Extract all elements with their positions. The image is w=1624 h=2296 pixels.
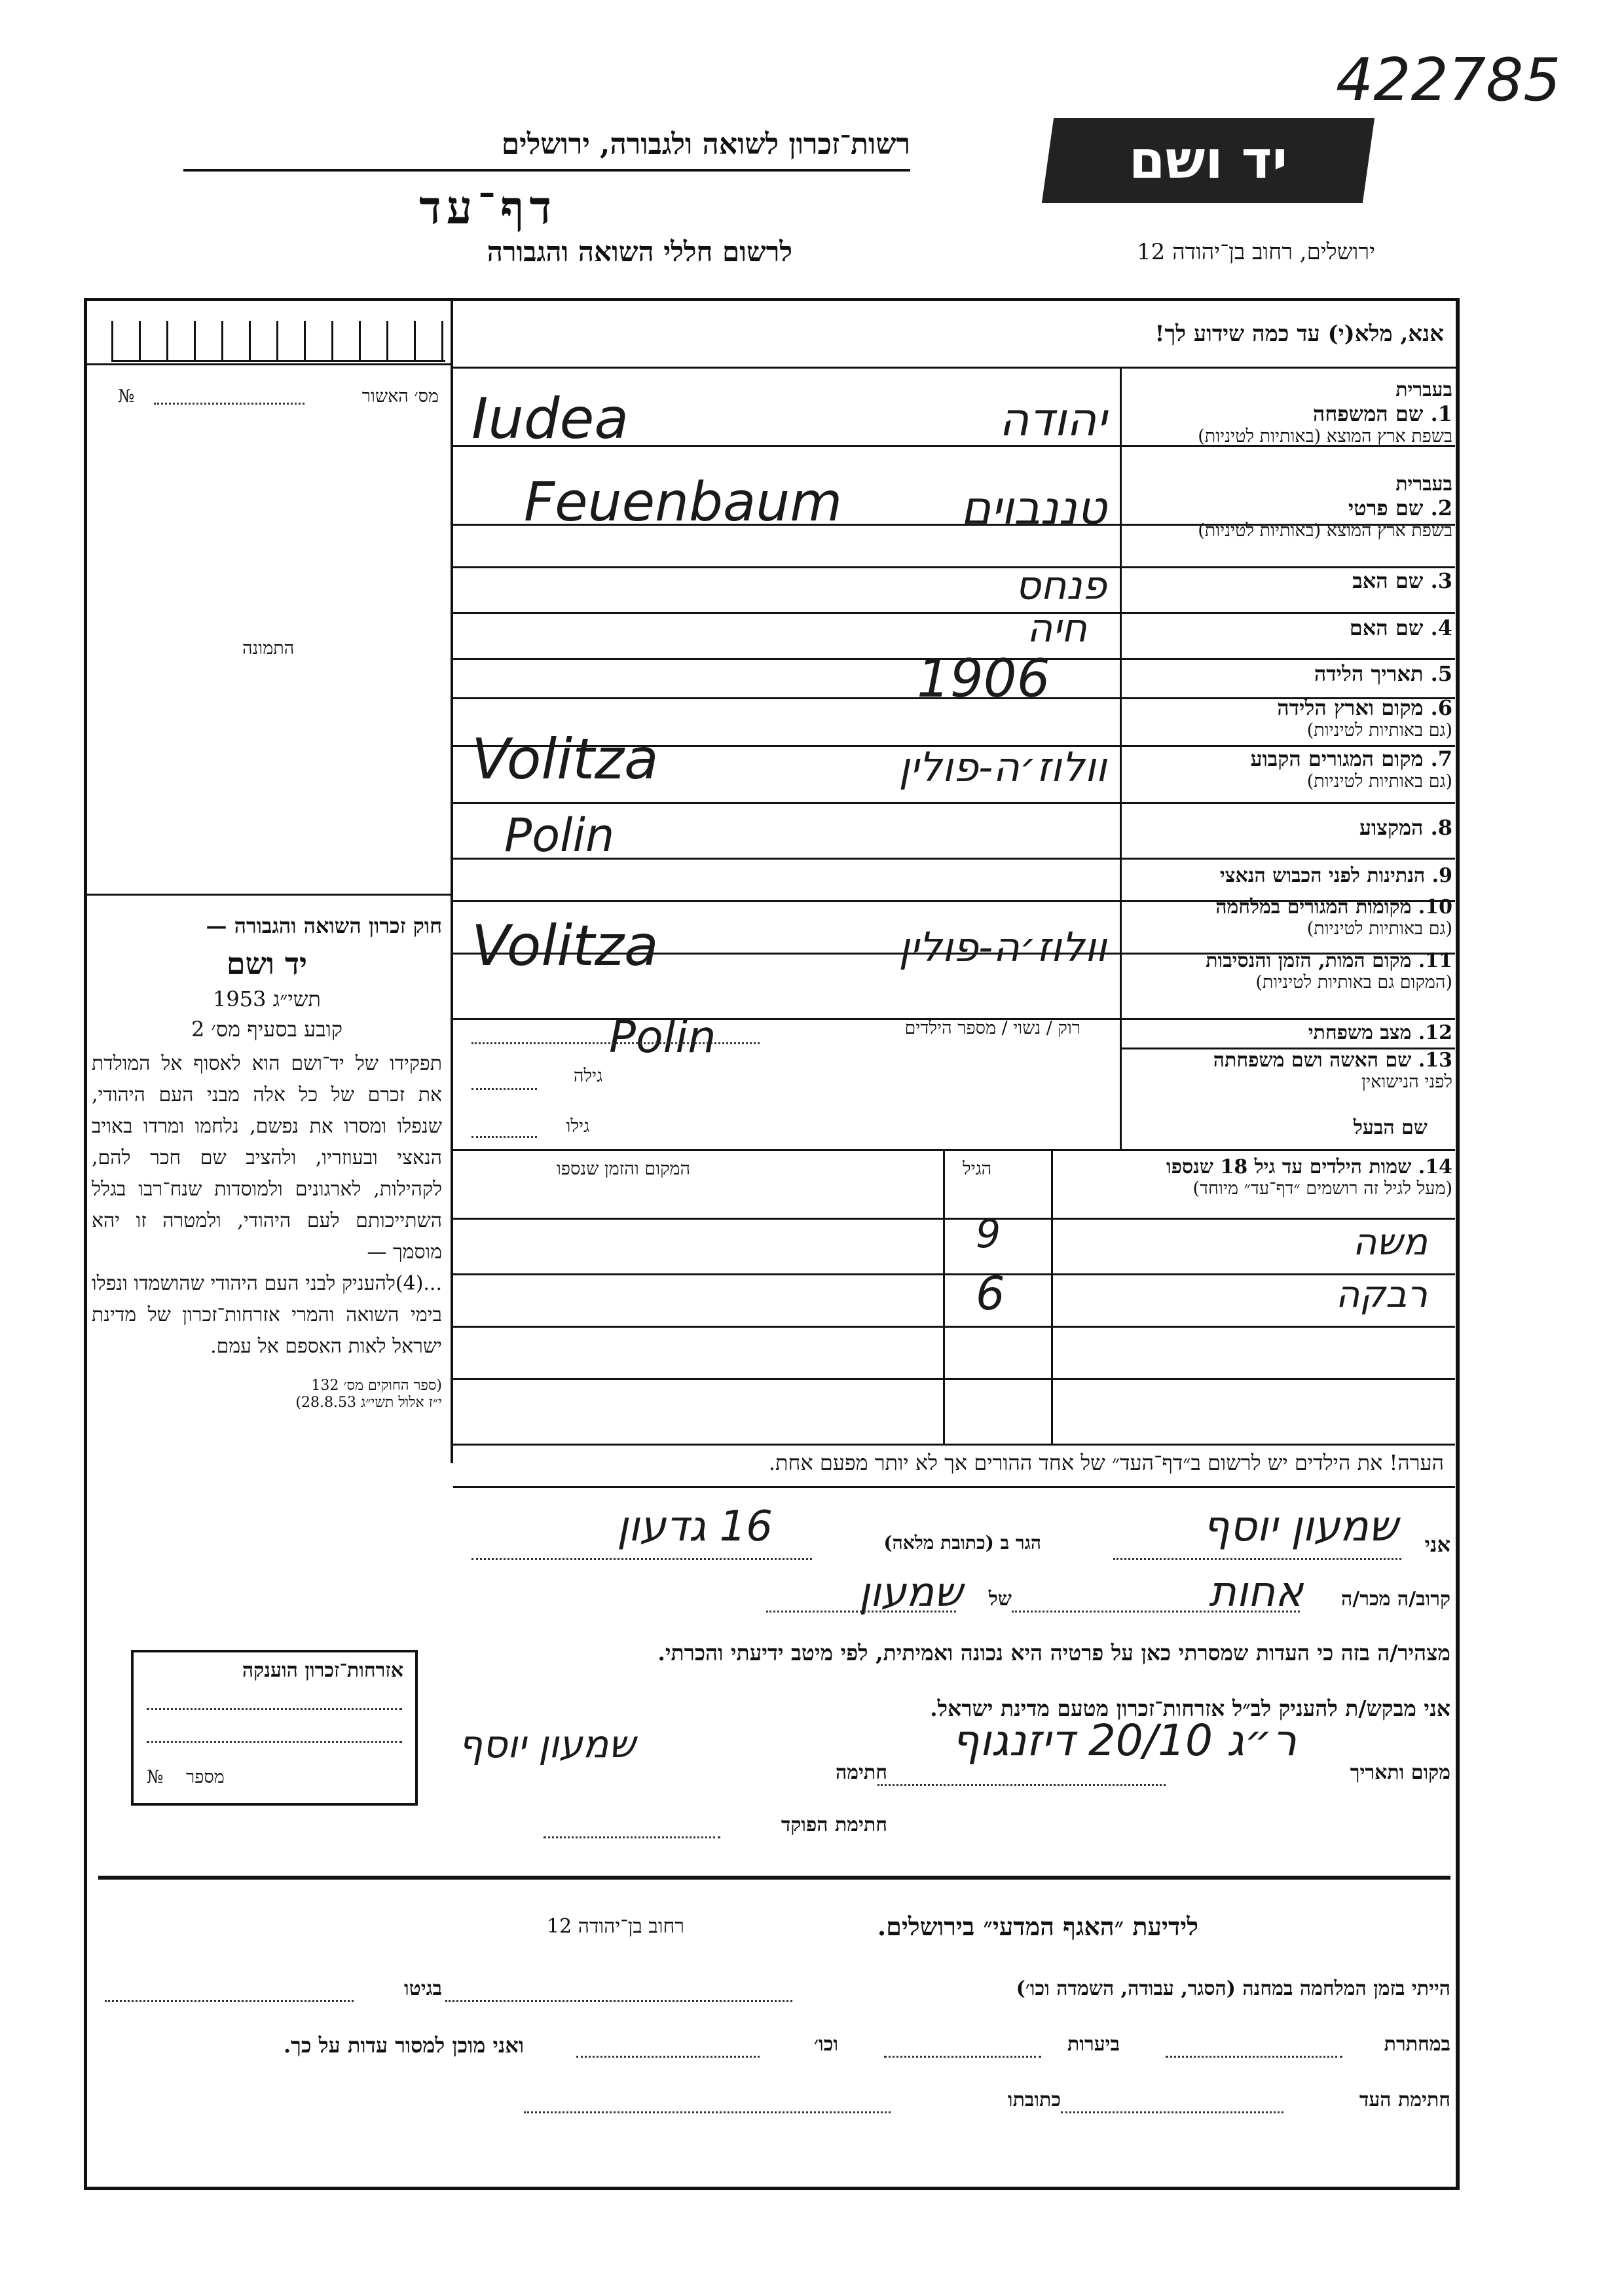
first-name-hebrew: טננבוים: [960, 481, 1107, 535]
field-8-label: 8. המקצוע: [1359, 815, 1452, 840]
underground-label: במחתרת: [1384, 2033, 1450, 2056]
request-text: אני מבקש/ת להעניק לב״ל אזרחות־זכרון מטעם מדינת ישראל.: [930, 1696, 1450, 1721]
field-1-label: בעברית 1. שם המשפחה בשפת ארץ המוצא (באותיות לטיניות): [1198, 378, 1452, 446]
page-number: 422785: [1336, 46, 1561, 115]
law-box: חוק זכרון השואה והגבורה — יד ושם תשי״ג 1953 קובע בסעיף מס׳ 2 תפקידו של יד־ושם הוא לאסוף אל המולדת את זכרם של כל אלה מבני העם היהודי, שנפלו ומסרו את נפשם, נלחמו ומרדו באויב הנאצי ובעוזריו, ולהציב שם חכר להם, לקהילות, לארגונים ולמוסדות שנח־רבו בגלל השתייכותם לעם היהודי, ולמטרה זו יהא מוסמך — ...(4)להעניק לבני העם היהודי שהושמדו ונפלו בימי השואה והמרי אזרחות־זכרון של מדינת ישראל לאות האספם אל עמם. (ספר החוקים מס׳ 132 י״ז אלול תשי״ג 28.8.53): [92, 913, 442, 1411]
field-7-label: 7. מקום המגורים הקבוע (גם באותיות לטיניות): [1250, 746, 1452, 792]
note: הערה! את הילדים יש לרשום ב״דף־העד״ של אחד ההורים אך לא יותר מפעם אחת.: [768, 1450, 1444, 1475]
marital-options: רוק / נשוי / מספר הילדים: [904, 1018, 1080, 1038]
residence-latin: Volitza: [471, 727, 659, 792]
of-label: של: [988, 1588, 1012, 1611]
death-place-hebrew: וולוז׳ה-פולין: [898, 923, 1107, 971]
approval-label: מס׳ האשור: [361, 386, 439, 407]
child-name-2: רבקה: [1335, 1273, 1428, 1316]
field-3-label: 3. שם האב: [1352, 568, 1452, 593]
husband-label: שם הבעל: [1353, 1116, 1428, 1139]
residence-latin-country: Polin: [504, 809, 615, 862]
etc-label: וכו׳: [814, 2033, 838, 2056]
field-5-label: 5. תאריך הלידה: [1314, 661, 1452, 686]
birth-year: 1906: [917, 648, 1050, 709]
photo-label: התמונה: [242, 638, 295, 659]
surname-latin: Iudea: [471, 386, 629, 452]
father-name: פנחס: [1015, 563, 1107, 609]
instruction: אנא, מלא(י) עד כמה שידוע לך!: [1154, 321, 1444, 347]
death-place-latin: Volitza: [471, 913, 659, 979]
relation-value: אחות: [1208, 1568, 1303, 1616]
authority-title: רשות־זכרון לשואה ולגבורה, ירושלים: [501, 128, 910, 161]
ghetto-label: בגיטו: [403, 1977, 442, 2000]
field-14-label: 14. שמות הילדים עד גיל 18 שנספו (מעל לגיל זה רושמים ״דף־עד״ מיוחד): [1166, 1156, 1452, 1199]
child-age-1: 9: [976, 1211, 1001, 1257]
child-name-1: משה: [1352, 1221, 1428, 1264]
field-2-label: בעברית 2. שם פרטי בשפת ארץ המוצא (באותיות לטיניות): [1198, 473, 1452, 541]
field-11-label: 11. מקום המות, הזמן והנסיבות (המקום גם באותיות לטיניות): [1206, 949, 1452, 993]
camp-line: הייתי בזמן המלחמה במחנה (הסגר, עבודה, השמדה וכו׳): [1016, 1977, 1450, 2000]
declarant-name: שמעון יוסף: [1202, 1503, 1398, 1551]
mother-name: חיה: [1027, 606, 1087, 651]
field-4-label: 4. שם האם: [1349, 615, 1452, 640]
relation-label: קרוב/ה מכר/ה: [1341, 1588, 1450, 1611]
bottom-address: רחוב בן־יהודה 12: [547, 1915, 684, 1938]
death-place-latin-country: Polin: [609, 1011, 716, 1063]
place-date-value: ר״ג 20/10 דיזנגוף: [951, 1715, 1297, 1766]
witness-address-label: כתובתו: [1007, 2088, 1061, 2111]
witness-signature-label: חתימת העד: [1359, 2088, 1450, 2111]
citizenship-box: אזרחות־זכרון הוענקה מספר №: [131, 1650, 418, 1806]
bottom-title: לידיעת ״האגף המדעי״ בירושלים.: [877, 1912, 1198, 1941]
wife-age-label: גילה: [573, 1066, 602, 1086]
testimony-ready: ואני מוכן למסור עדות על כך.: [283, 2033, 524, 2058]
approval-no: №: [118, 386, 135, 407]
lives-at-label: הגר ב (כתובת מלאה): [883, 1532, 1041, 1554]
declarant-address: 16 גדעון: [616, 1503, 773, 1551]
field-13-label: 13. שם האשה ושם משפחתה לפני הנישואין: [1213, 1049, 1452, 1092]
field-9-label: 9. הנתינות לפני הכבוש הנאצי: [1219, 864, 1452, 887]
address: ירושלים, רחוב בן־יהודה 12: [1137, 239, 1375, 265]
yad-vashem-logo: יד ושם: [1042, 118, 1375, 203]
field-12-label: 12. מצב משפחתי: [1308, 1021, 1452, 1044]
declarant-i: אני: [1424, 1532, 1450, 1557]
signature: שמעון יוסף: [458, 1722, 636, 1766]
approval-boxes: [111, 321, 445, 362]
of-name: שמעון: [858, 1568, 963, 1616]
first-name-latin: Feuenbaum: [524, 471, 843, 534]
declaration-text: מצהיר/ה בזה כי העדות שמסרתי כאן על פרטיה היא נכונה ואמיתית, לפי מיטב ידיעתי והכרתי.: [657, 1640, 1450, 1666]
husband-age-label: גילו: [566, 1116, 589, 1137]
form-title: דף־עד: [419, 180, 557, 234]
forests-label: ביערות: [1067, 2033, 1120, 2056]
field-6-label: 6. מקום וארץ הלידה (גם באותיות לטיניות): [1277, 695, 1452, 740]
residence-hebrew: וולוז׳ה-פולין: [898, 743, 1107, 791]
surname-hebrew: יהודה: [999, 393, 1107, 446]
official-signature-label: חתימת הפוקד: [781, 1813, 887, 1836]
form-subtitle: לרשום חללי השואה והגבורה: [487, 236, 792, 268]
col-age: הגיל: [963, 1159, 992, 1179]
place-date-label: מקום ותאריך: [1350, 1761, 1450, 1784]
col-place: המקום והזמן שנספו: [557, 1159, 691, 1179]
child-age-2: 6: [976, 1267, 1005, 1321]
field-10-label: 10. מקומות המגורים במלחמה (גם באותיות לטיניות): [1215, 896, 1452, 939]
signature-label: חתימה: [836, 1761, 887, 1784]
